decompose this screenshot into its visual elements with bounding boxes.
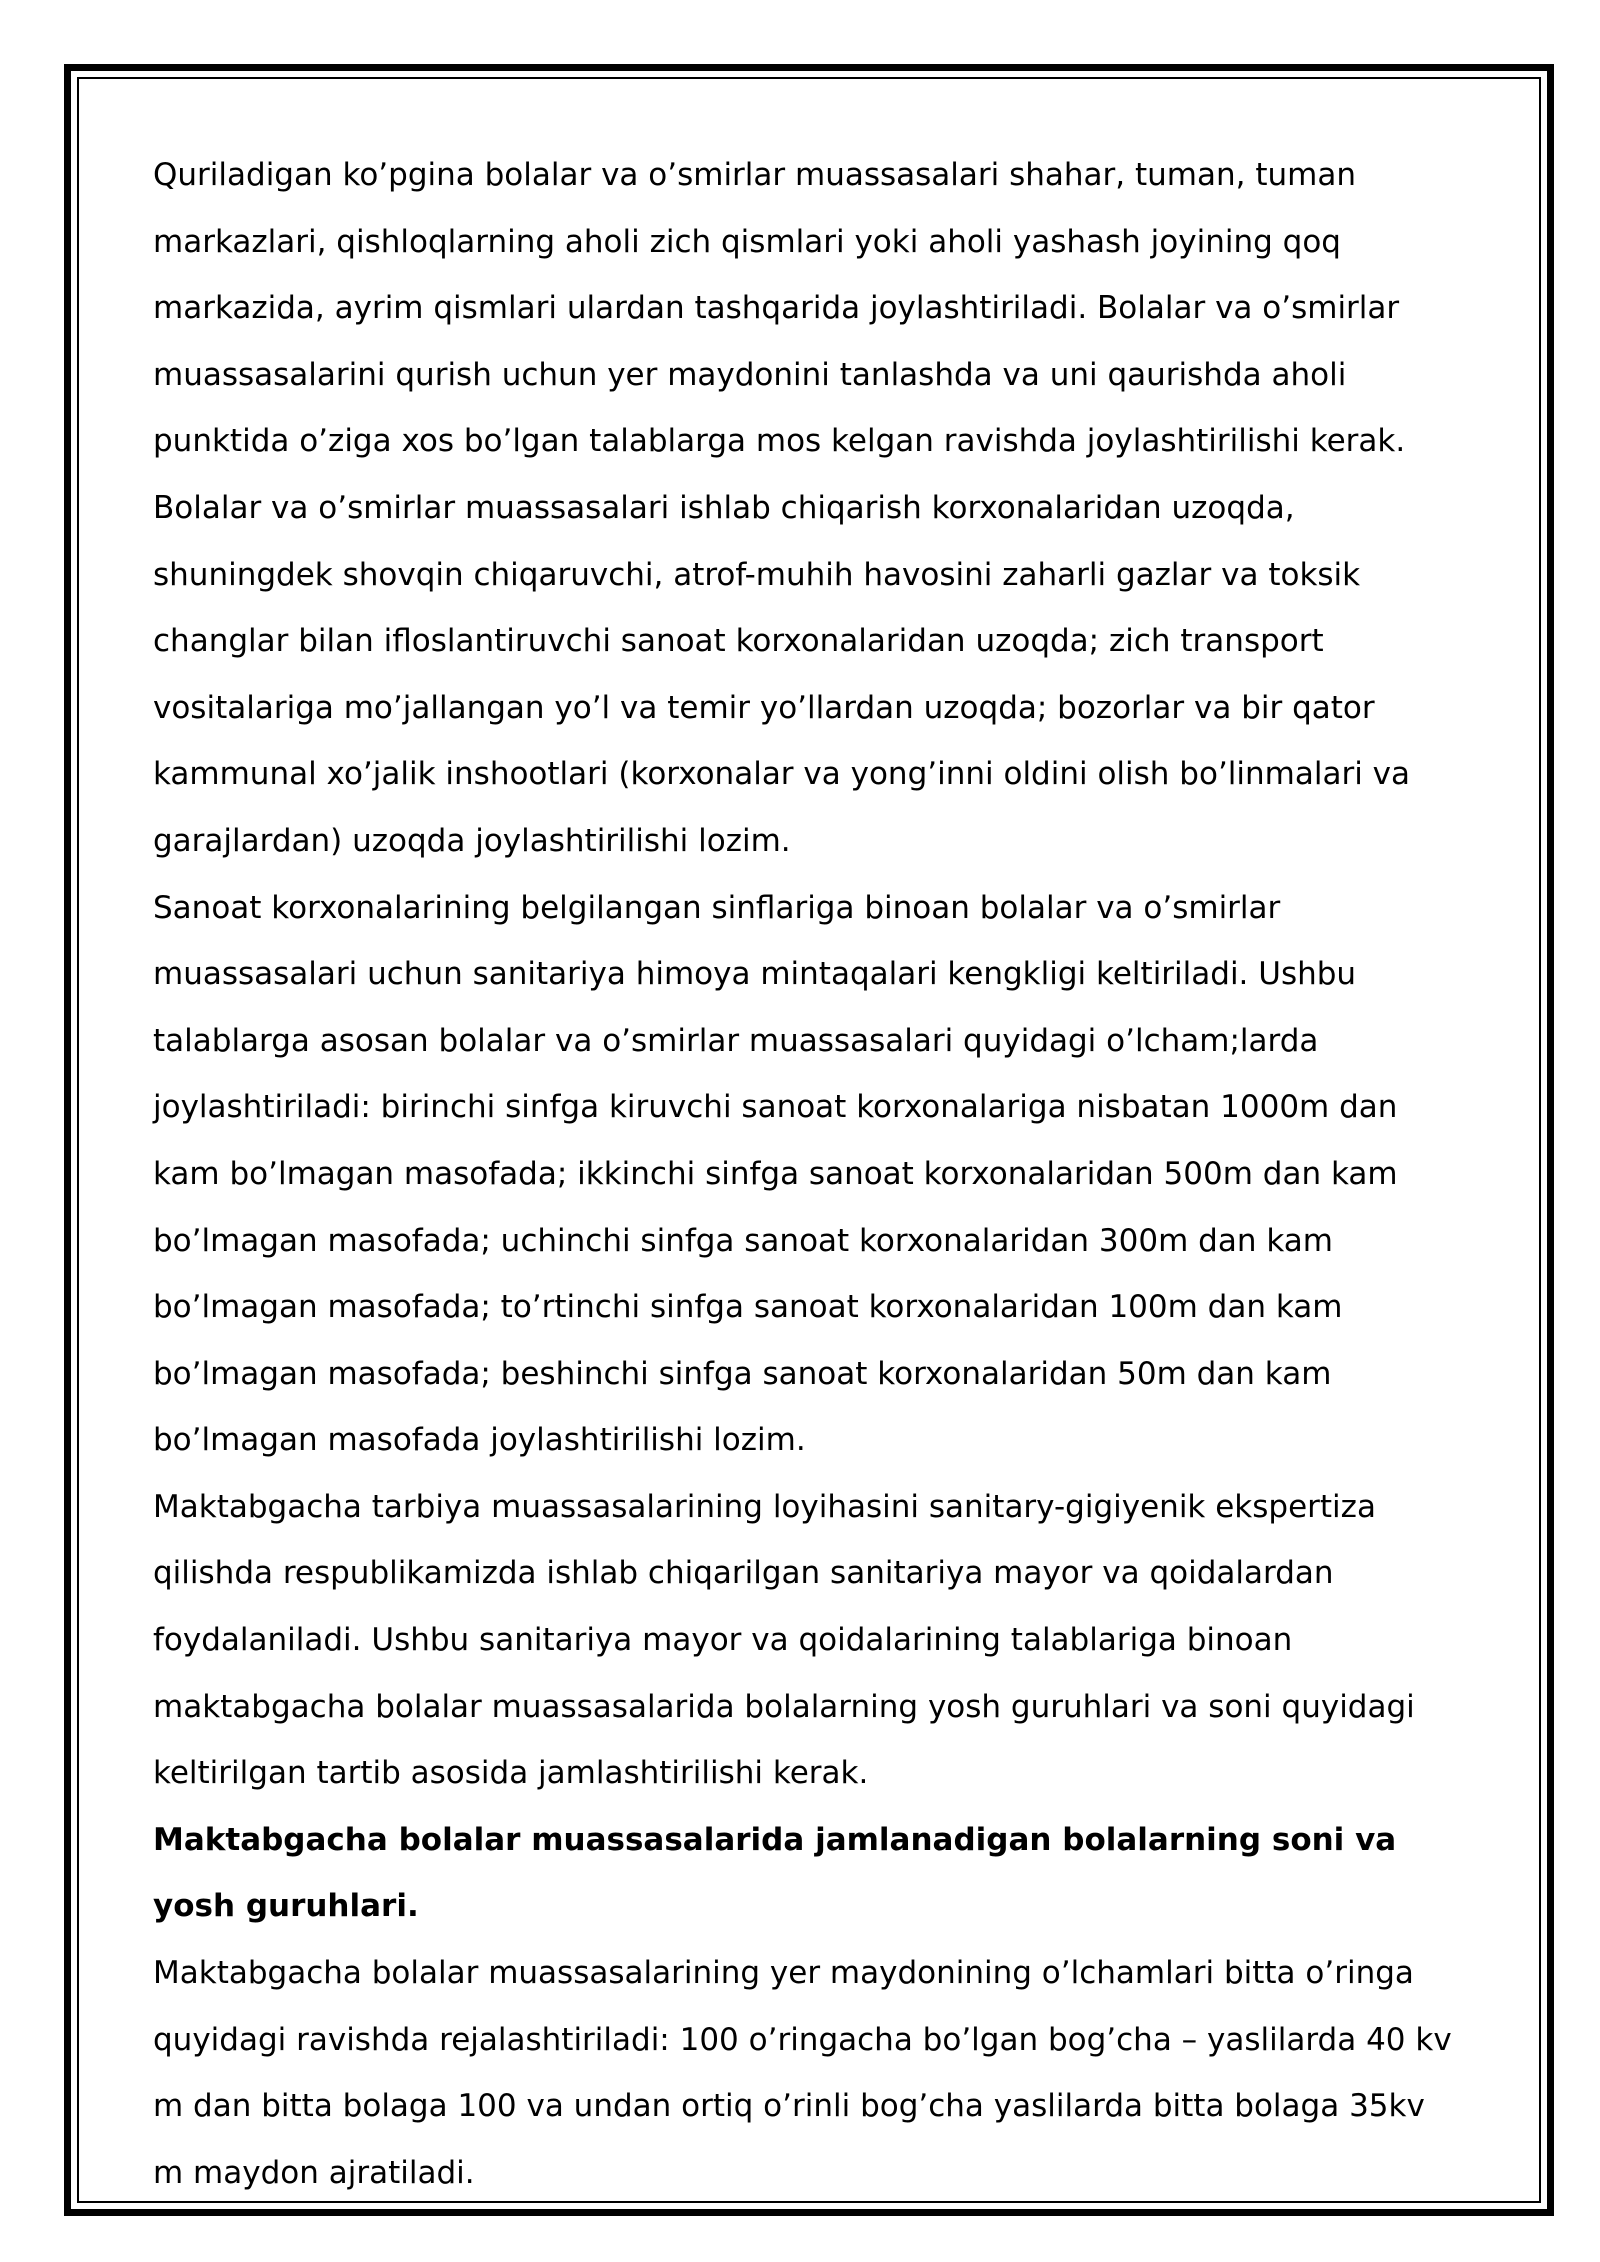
paragraph-school-location: Quriladigan ko’pgina bolalar va o’smirlar muassasalari shahar, tuman, tuman markazlari, qishloqlarning aholi zich qismlari yoki aholi yashash joyining qoq markazida, ayrim qismlari ulardan tashqarida joylashtiriladi. Bolalar va o’smirlar muassasalarini qurish uchun yer maydonini tanlashda va uni qaurishda aholi punktida o’ziga xos bo’lgan talablarga mos kelgan ravishda joylashtirilishi kerak. Bolalar va o’smirlar muassasalari ishlab chiqarish korxonalaridan uzoqda, shuningdek shovqin chiqaruvchi, atrof-muhih havosini zaharli gazlar va toksik changlar bilan ifloslantiruvchi sanoat korxonalaridan uzoqda; zich transport vositalariga mo’jallangan yo’l va temir yo’llardan uzoqda; bozorlar va bir qator kammunal xo’jalik inshootlari (korxonalar va yong’inni oldini olish bo’linmalari va garajlardan) uzoqda joylashtirilishi lozim. bbox=[153, 157, 1411, 859]
section-heading-age-groups: Maktabgacha bolalar muassasalarida jamlanadigan bolalarning soni va yosh guruhlari. bbox=[153, 1821, 1397, 1925]
document-body bbox=[153, 142, 1453, 2206]
paragraph-sanitary-zones: Sanoat korxonalarining belgilangan sinflariga binoan bolalar va o’smirlar muassasalari uchun sanitariya himoya mintaqalari kengkligi keltiriladi. Ushbu talablarga asosan bolalar va o’smirlar muassasalari quyidagi o’lcham;larda joylashtiriladi: birinchi sinfga kiruvchi sanoat korxonalariga nisbatan 1000m dan kam bo’lmagan masofada; ikkinchi sinfga sanoat korxonalaridan 500m dan kam bo’lmagan masofada; uchinchi sinfga sanoat korxonalaridan 300m dan kam bo’lmagan masofada; to’rtinchi sinfga sanoat korxonalaridan 100m dan kam bo’lmagan masofada; beshinchi sinfga sanoat korxonalaridan 50m dan kam bo’lmagan masofada joylashtirilishi lozim. bbox=[153, 889, 1398, 1459]
paragraph-preschool-expertise: Maktabgacha tarbiya muassasalarining loyihasini sanitary-gigiyenik ekspertiza qilishda respublikamizda ishlab chiqarilgan sanitariya mayor va qoidalardan foydalaniladi. Ushbu sanitariya mayor va qoidalarining talablariga binoan maktabgacha bolalar muassasalarida bolalarning yosh guruhlari va soni quyidagi keltirilgan tartib asosida jamlashtirilishi kerak. bbox=[153, 1488, 1415, 1792]
paragraph-land-area: Maktabgacha bolalar muassasalarining yer maydonining o’lchamlari bitta o’ringa quyidagi ravishda rejalashtiriladi: 100 o’ringacha bo’lgan bog’cha – yaslilarda 40 kv m dan bitta bolaga 100 va undan ortiq o’rinli bog’cha yaslilarda bitta bolaga 35kv m maydon ajratiladi. bbox=[153, 1955, 1452, 2191]
